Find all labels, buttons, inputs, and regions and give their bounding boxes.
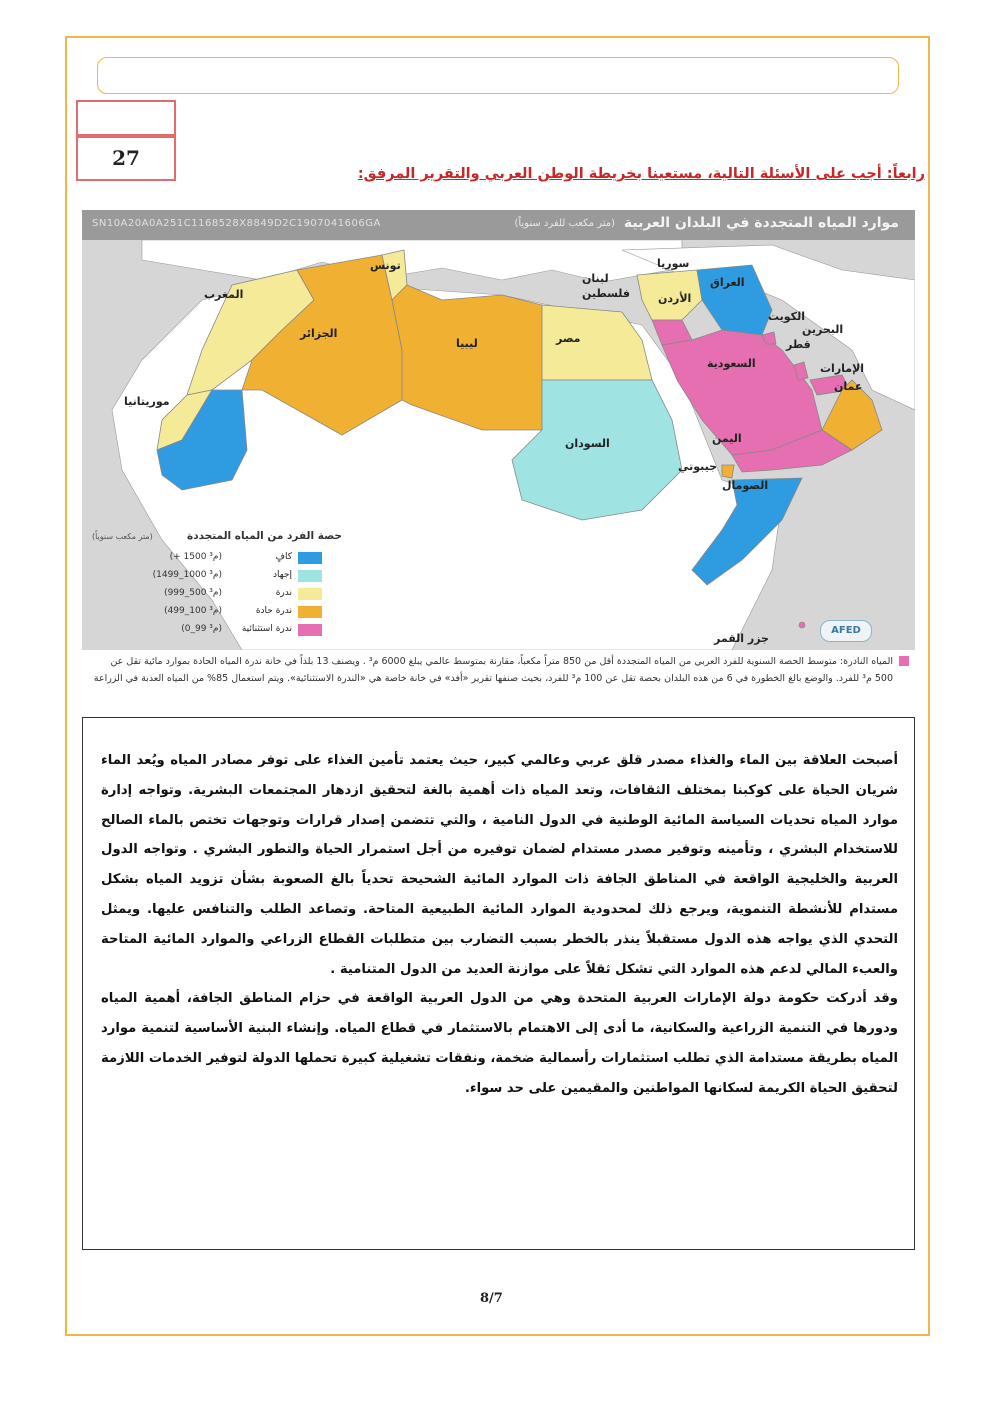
legend-item bbox=[122, 624, 322, 637]
legend-range: (999_500 م³) bbox=[164, 588, 222, 598]
legend-category: ندرة حادة bbox=[255, 606, 292, 616]
label-somalia: الصومال bbox=[722, 479, 769, 492]
map-subtitle: (متر مكعب للفرد سنوياً) bbox=[514, 218, 615, 229]
article-paragraph-2: وقد أدركت حكومة دولة الإمارات العربية المتحدة وهي من الدول العربية الواقعة في حزام المناطق الجافة، أهمية المياه ودورها في التنمية الزراعية والسكانية، ما أدى إلى الاهتمام بالاستثمار في قطاع المياه. وإنشاء البنية الأساسية لتنمية موارد المياه بطريقة مستدامة الذي تطلب استثمارات رأسمالية ضخمة، ونفقات تشغيلية كبيرة تحملها الدولة لتوفير الخدمات اللازمة لتحقيق الحياة الكريمة لسكانها المواطنين والمقيمين على حد سواء. bbox=[101, 991, 898, 1096]
label-djibouti: جيبوتي bbox=[678, 460, 718, 473]
label-iraq: العراق bbox=[710, 276, 745, 289]
label-jordan: الأردن bbox=[658, 292, 692, 305]
legend-range: (499_100 م³) bbox=[164, 606, 222, 616]
legend-swatch bbox=[298, 588, 322, 600]
legend-category: إجهاد bbox=[273, 570, 292, 580]
label-oman: عمان bbox=[834, 380, 863, 393]
page-border-right bbox=[928, 36, 930, 1336]
caption-text: المياه النادرة: متوسط الحصة السنوية للفرد العربي من المياه المتجددة أقل من 850 متراً مكعباً، مقارنة بمتوسط عالمي يبلغ 6000 م³ . ويصنف 13 بلداً في خانة ندرة المياه الحادة بموارد مائية تقل عن 500 م³ للفرد. والوضع بالغ الخطورة في 6 من هذه البلدان بحصة تقل عن 100 م³ للفرد، بحيث صنفها تقرير «أفد» في خانة خاصة هي «الندرة الاستثنائية». ويتم استعمال 85% من المياه العذبة في الزراعة bbox=[93, 656, 893, 684]
comoros-region bbox=[799, 622, 805, 628]
label-lebanon: لبنان bbox=[582, 272, 609, 285]
question-heading: رابعاً: أجب على الأسئلة التالية، مستعينا بخريطة الوطن العربي والتقرير المرفق: bbox=[357, 166, 925, 182]
legend-item bbox=[122, 588, 322, 601]
label-tunisia: تونس bbox=[370, 259, 401, 272]
legend-item bbox=[122, 552, 322, 565]
article-text bbox=[101, 746, 898, 1104]
label-sudan: السودان bbox=[565, 437, 610, 450]
score-box-blank bbox=[76, 100, 176, 136]
map-figure bbox=[82, 210, 915, 715]
afed-logo: AFED bbox=[820, 620, 872, 642]
legend-swatch bbox=[298, 624, 322, 636]
legend-item bbox=[122, 570, 322, 583]
label-palestine: فلسطين bbox=[582, 287, 630, 300]
label-algeria: الجزائر bbox=[300, 327, 338, 340]
header-blank-box bbox=[97, 57, 899, 94]
label-kuwait: الكويت bbox=[768, 310, 805, 323]
legend-swatch bbox=[298, 570, 322, 582]
map-code: SN10A20A0A251C1168528X8849D2C1907041606GA bbox=[92, 218, 381, 229]
label-egypt: مصر bbox=[556, 332, 581, 345]
legend-category: ندرة bbox=[275, 588, 292, 598]
legend-range: (+ 1500 م³) bbox=[169, 552, 222, 562]
legend-item bbox=[122, 606, 322, 619]
label-morocco: المغرب bbox=[204, 288, 244, 301]
score-value: 27 bbox=[76, 136, 176, 181]
article-box bbox=[82, 717, 915, 1250]
label-mauritania: موريتانيا bbox=[124, 395, 170, 408]
label-yemen: اليمن bbox=[712, 432, 742, 445]
label-comoros: جزر القمر bbox=[714, 632, 769, 645]
map-title: موارد المياه المتجددة في البلدان العربية bbox=[623, 215, 899, 231]
map-legend bbox=[92, 530, 342, 652]
legend-swatch bbox=[298, 606, 322, 618]
legend-unit: (متر مكعب سنوياً) bbox=[92, 532, 153, 541]
label-uae: الإمارات bbox=[820, 362, 865, 375]
map-title-bar bbox=[82, 210, 915, 240]
djibouti-region bbox=[722, 465, 734, 478]
map-caption bbox=[82, 650, 915, 715]
label-qatar: قطر bbox=[786, 338, 811, 351]
article-paragraph-1: أصبحت العلاقة بين الماء والغذاء مصدر قلق عربي وعالمي كبير، حيث يعتمد تأمين الغذاء على توفر مصادر المياه ويُعد الماء شريان الحياة على كوكبنا بمختلف الثقافات، وتعد المياه ذات أهمية بالغة لتحقيق ازدهار المجتمعات البشرية. وتواجه إدارة موارد المياه تحديات السياسة المائية الوطنية في الدول النامية ، والتي تتضمن إصدار قرارات وتوجهات تختص بالماء الصالح للاستخدام البشري ، وتأمينه وتوفير مصدر مستدام لضمان توفيره من أجل استمرار الحياة والتطور البشري . وتواجه الدول العربية والخليجية الواقعة في المناطق الجافة ذات الموارد المائية الشحيحة تحدياً بالغ الصعوبة بشأن تزويد المياه بشكل مستدام للأنشطة التنموية، ويرجع ذلك لمحدودية الموارد المائية الطبيعية المتاحة. وتصاعد الطلب والتنافس عليها. ويمثل التحدي الذي يواجه هذه الدول مستقبلاً ينذر بالخطر بسبب التضارب بين متطلبات القطاع الزراعي والموارد المائية المتاحة والعبء المالي لدعم هذه الموارد التي تشكل ثقلاً على موازنة العديد من الدول المتنامية . bbox=[101, 753, 898, 977]
legend-swatch bbox=[298, 552, 322, 564]
legend-range: (1499_1000 م³) bbox=[152, 570, 222, 580]
label-saudi: السعودية bbox=[707, 357, 756, 370]
page-number: 8/7 bbox=[480, 1291, 503, 1306]
legend-range: (0_99 م³) bbox=[181, 624, 222, 634]
caption-pink-swatch bbox=[899, 656, 909, 666]
legend-category: كافٍ bbox=[275, 552, 292, 562]
label-syria: سوريا bbox=[657, 257, 690, 270]
label-libya: ليبيا bbox=[456, 337, 478, 350]
legend-category: ندرة استثنائية bbox=[241, 624, 292, 634]
legend-title: حصة الفرد من المياه المتجددة bbox=[187, 530, 342, 542]
label-bahrain: البحرين bbox=[802, 323, 844, 336]
